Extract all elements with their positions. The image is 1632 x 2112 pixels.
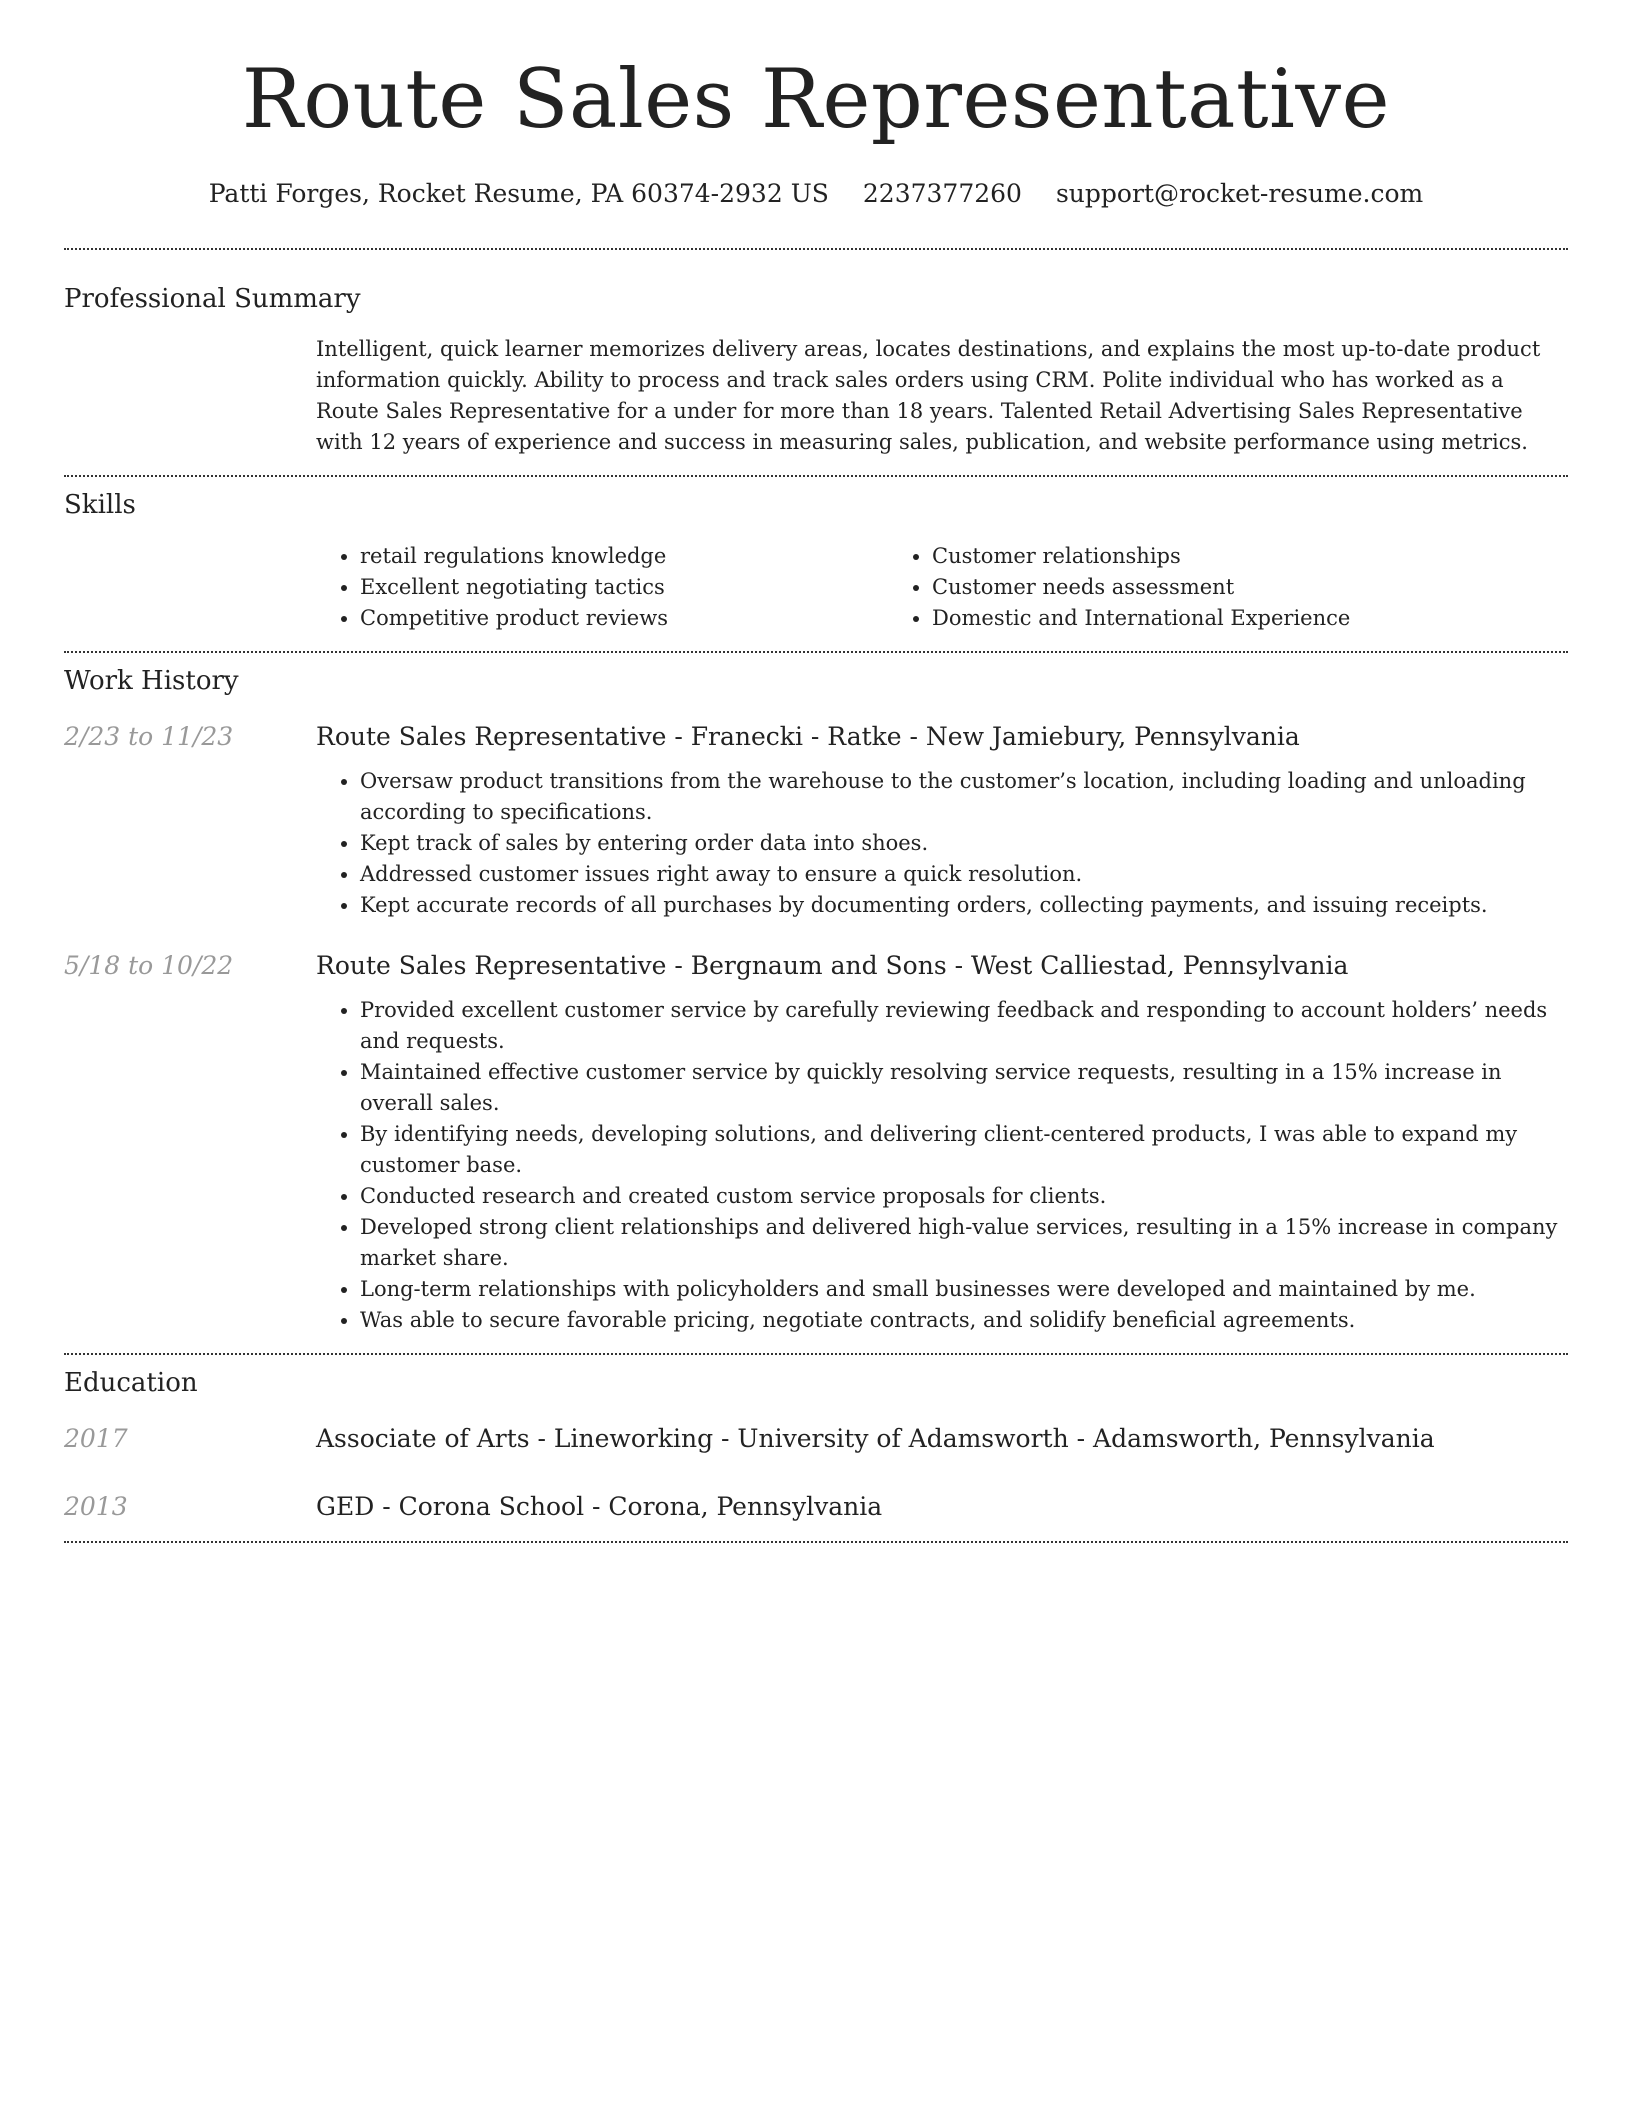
education-entry [64, 1422, 1568, 1456]
summary-spacer [64, 334, 316, 458]
job-date-col [64, 720, 316, 921]
job-bullet: • Provided excellent customer service by carefully reviewing feedback and responding to account holders’ needs and requests. [360, 995, 1568, 1057]
contact-line [0, 178, 1632, 210]
job-heading: Route Sales Representative - Franecki - Ratke - New Jamiebury, Pennsylvania [316, 722, 1300, 751]
skill-item: • Customer relationships [932, 541, 1460, 572]
job-bullet: • Conducted research and created custom service proposals for clients. [360, 1181, 1568, 1212]
job-dates: 2/23 to 11/23 [64, 722, 234, 751]
resume-header [0, 0, 1632, 210]
section-title-education: Education [64, 1368, 198, 1398]
education-entry [64, 1490, 1568, 1524]
work-section [64, 653, 1568, 1336]
section-title-skills: Skills [64, 490, 136, 520]
skills-spacer [64, 541, 316, 634]
education-year: 2013 [64, 1492, 128, 1521]
education-body [316, 1422, 1568, 1456]
education-year-col [64, 1422, 316, 1456]
education-body [316, 1490, 1568, 1524]
summary-body [316, 334, 1568, 458]
job-body [316, 720, 1568, 921]
skill-item: • Customer needs assessment [932, 572, 1460, 603]
skill-item: • Domestic and International Experience [932, 603, 1460, 634]
job-dates: 5/18 to 10/22 [64, 951, 234, 980]
job-entry [64, 949, 1568, 1336]
job-bullet: • Developed strong client relationships and delivered high-value services, resulting in a 15% increase in company market share. [360, 1212, 1568, 1274]
job-bullet: • Oversaw product transitions from the warehouse to the customer’s location, including loading and unloading according to specifications. [360, 766, 1568, 828]
skills-section [64, 477, 1568, 634]
skill-item: • Competitive product reviews [360, 603, 888, 634]
contact-address: Patti Forges, Rocket Resume, PA 60374-2932 US [208, 179, 829, 208]
contact-email: support@rocket-resume.com [1055, 179, 1424, 208]
skills-row [64, 541, 1568, 634]
education-year: 2017 [64, 1424, 128, 1453]
job-bullet: • Maintained effective customer service by quickly resolving service requests, resulting in a 15% increase in overall sales. [360, 1057, 1568, 1119]
section-title-summary: Professional Summary [64, 284, 361, 314]
section-title-work: Work History [64, 666, 239, 696]
education-year-col [64, 1490, 316, 1524]
job-bullet: • Kept accurate records of all purchases by documenting orders, collecting payments, and issuing receipts. [360, 890, 1568, 921]
education-heading: Associate of Arts - Lineworking - University of Adamsworth - Adamsworth, Pennsylvania [316, 1424, 1435, 1453]
job-entry [64, 720, 1568, 921]
job-bullets [316, 766, 1568, 921]
skill-item: • Excellent negotiating tactics [360, 572, 888, 603]
job-bullet: • Was able to secure favorable pricing, negotiate contracts, and solidify beneficial agreements. [360, 1305, 1568, 1336]
skills-lists [316, 541, 1568, 634]
summary-section [64, 250, 1568, 458]
job-date-col [64, 949, 316, 1336]
job-body [316, 949, 1568, 1336]
contact-phone: 2237377260 [862, 179, 1022, 208]
divider [64, 1541, 1568, 1543]
job-bullet: • Long-term relationships with policyholders and small businesses were developed and maintained by me. [360, 1274, 1568, 1305]
skills-list-right [888, 541, 1460, 634]
job-bullets [316, 995, 1568, 1336]
job-bullet: • By identifying needs, developing solutions, and delivering client-centered products, I was able to expand my customer base. [360, 1119, 1568, 1181]
summary-text: Intelligent, quick learner memorizes delivery areas, locates destinations, and explains the most up-to-date product information quickly. Ability to process and track sales orders using CRM. Polite individual who has worked as a Route Sales Representative for a under for more than 18 years. Talented Retail Advertising Sales Representative with 12 years of experience and success in measuring sales, publication, and website performance using metrics. [316, 337, 1541, 454]
job-bullet: • Addressed customer issues right away to ensure a quick resolution. [360, 859, 1568, 890]
skill-item: • retail regulations knowledge [360, 541, 888, 572]
job-bullet: • Kept track of sales by entering order data into shoes. [360, 828, 1568, 859]
education-section [64, 1355, 1568, 1524]
skills-list-left [316, 541, 888, 634]
summary-row [64, 334, 1568, 458]
job-heading: Route Sales Representative - Bergnaum and Sons - West Calliestad, Pennsylvania [316, 951, 1349, 980]
resume-title: Route Sales Representative [241, 53, 1391, 147]
education-heading: GED - Corona School - Corona, Pennsylvania [316, 1492, 883, 1521]
